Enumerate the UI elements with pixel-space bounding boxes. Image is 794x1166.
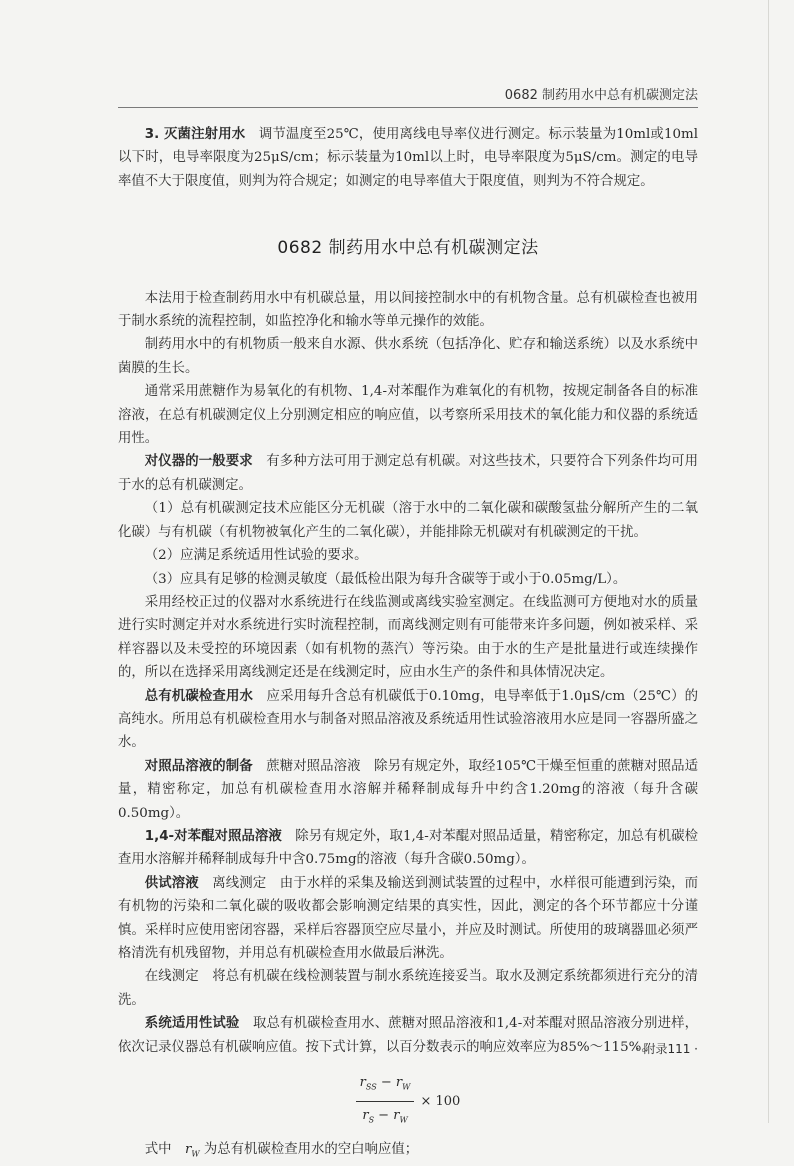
- den-a-sub: S: [368, 1115, 375, 1125]
- suitability-label: 系统适用性试验: [144, 1016, 240, 1032]
- check-water-label: 总有机碳检查用水: [144, 688, 254, 704]
- where-symbol: r: [184, 1142, 192, 1158]
- num-a-sub: SS: [365, 1082, 377, 1092]
- requirement-1: （1）总有机碳测定技术应能区分无机碳（溶于水中的二氧化碳和碳酸氢盐分解所产生的二氧化碳）与有机碳（有机物被氧化产生的二氧化碳），并能排除无机碳对有机碳测定的干扰。: [118, 501, 698, 540]
- num-a: r: [359, 1075, 366, 1091]
- section-3-label: 3. 灭菌注射用水: [144, 127, 246, 142]
- instrument-text: 有多种方法可用于测定总有机碳。对这些技术，只要符合下列条件均可用于水的总有机碳测定。: [118, 454, 699, 493]
- num-minus: −: [376, 1075, 396, 1091]
- paragraph-3: 通常采用蔗糖作为易氧化的有机物、1,4-对苯醌作为难氧化的有机物，按规定制备各自的标准溶液，在总有机碳测定仪上分别测定相应的响应值，以考察所采用技术的氧化能力和仪器的系统适用性。: [118, 384, 698, 447]
- where-label: 式中: [144, 1142, 172, 1158]
- section-title: 0682 制药用水中总有机碳测定法: [277, 238, 539, 259]
- num-b: r: [395, 1075, 403, 1091]
- paragraph-monitoring: 采用经校正过的仪器对水系统进行在线监测或离线实验室测定。在线监测可方便地对水的质量进行实时测定并对水系统进行实时流程控制，而离线测定则有可能带来许多问题，例如被采样、采样容器以及未受控的环境因素（如有机物的蒸汽）等污染。由于水的生产是批量进行或连续操作的，所以在选择采用离线测定还是在线测定时，应由水生产的条件和具体情况决定。: [118, 594, 698, 681]
- reference-prep-label: 对照品溶液的制备: [144, 758, 253, 774]
- page-number: · 附录111 ·: [635, 1042, 698, 1056]
- den-b-sub: W: [399, 1115, 408, 1125]
- paragraph-2: 制药用水中的有机物质一般来自水源、供水系统（包括净化、贮存和输送系统）以及水系统中菌膜的生长。: [118, 337, 698, 376]
- test-solution-text: 离线测定 由于水样的采集及输送到测试装置的过程中，水样很可能遭到污染，而有机物的污染和二氧化碳的吸收都会影响测定结果的真实性，因此，测定的各个环节都应十分谨慎。采样时应使用密闭容器，采样后容器顶空应尽量小，并应及时测试。所使用的玻璃器皿必须严格清洗有机残留物，并用总有机碳检查用水做最后淋洗。: [118, 875, 699, 961]
- running-header: [118, 84, 698, 108]
- running-title: 0682 制药用水中总有机碳测定法: [504, 88, 698, 103]
- reference-prep-text: 蔗糖对照品溶液 除另有规定外，取经105℃干燥至恒重的蔗糖对照品适量，精密称定，加总有机碳检查用水溶解并稀释制成每升中约含1.20mg的溶液（每升含碳0.50mg）。: [118, 758, 699, 821]
- test-solution-label: 供试溶液: [144, 875, 199, 891]
- paragraph-reference-prep: [118, 755, 698, 825]
- requirement-2: （2）应满足系统适用性试验的要求。: [144, 548, 368, 564]
- paragraph-online: 在线测定 将总有机碳在线检测装置与制水系统连接妥当。取水及测定系统都须进行充分的清洗。: [118, 969, 698, 1008]
- benzoquinone-text: 除另有规定外，取1,4-对苯醌对照品适量，精密称定，加总有机碳检查用水溶解并稀释制成每升中含0.75mg的溶液（每升含碳0.50mg）。: [118, 828, 698, 868]
- paragraph-benzoquinone: [118, 825, 698, 872]
- check-water-text: 应采用每升含总有机碳低于0.10mg，电导率低于1.0μS/cm（25℃）的高纯水。所用总有机碳检查用水与制备对照品溶液及系统适用性试验溶液用水应是同一容器所盛之水。: [118, 688, 699, 751]
- paragraph-1: 本法用于检查制药用水中有机碳总量，用以间接控制水中的有机物含量。总有机碳检查也被用于制水系统的流程控制，如监控净化和输水等单元操作的效能。: [118, 290, 698, 330]
- where-symbol-sub: W: [191, 1149, 200, 1159]
- section-3-text: 调节温度至25℃，使用离线电导率仪进行测定。标示装量为10ml或10ml以下时，电导率限度为25μS/cm；标示装量为10ml以上时，电导率限度为5μS/cm。测定的电导率值不大于限度值，则判为符合规定；如测定的电导率值大于限度值，则判为不符合规定。: [118, 127, 698, 189]
- den-b: r: [393, 1108, 400, 1124]
- num-b-sub: W: [402, 1082, 411, 1092]
- requirement-3: （3）应具有足够的检测灵敏度（最低检出限为每升含碳等于或小于0.05mg/L）。: [144, 571, 627, 587]
- instrument-label: 对仪器的一般要求: [144, 454, 253, 470]
- where-text: 为总有机碳检查用水的空白响应值；: [203, 1142, 419, 1158]
- benzoquinone-label: 1,4-对苯醌对照品溶液: [144, 828, 282, 844]
- formula-denominator: [356, 1102, 415, 1132]
- den-minus: −: [374, 1108, 394, 1124]
- page-content: [118, 123, 698, 1166]
- paragraph-instrument: [118, 450, 698, 497]
- formula-numerator: [356, 1071, 415, 1102]
- den-a: r: [362, 1108, 369, 1124]
- paragraph-test-solution: [118, 872, 698, 966]
- paragraph-check-water: [118, 685, 698, 755]
- suitability-text: 取总有机碳检查用水、蔗糖对照品溶液和1,4-对苯醌对照品溶液分别进样，依次记录仪器总有机碳响应值。按下式计算，以百分数表示的响应效率应为85%～115%。: [118, 1016, 699, 1055]
- paragraph-where: [118, 1138, 698, 1166]
- section-3-paragraph: [118, 123, 698, 193]
- formula-multiplier: × 100: [420, 1093, 461, 1109]
- page-edge: [768, 0, 769, 1123]
